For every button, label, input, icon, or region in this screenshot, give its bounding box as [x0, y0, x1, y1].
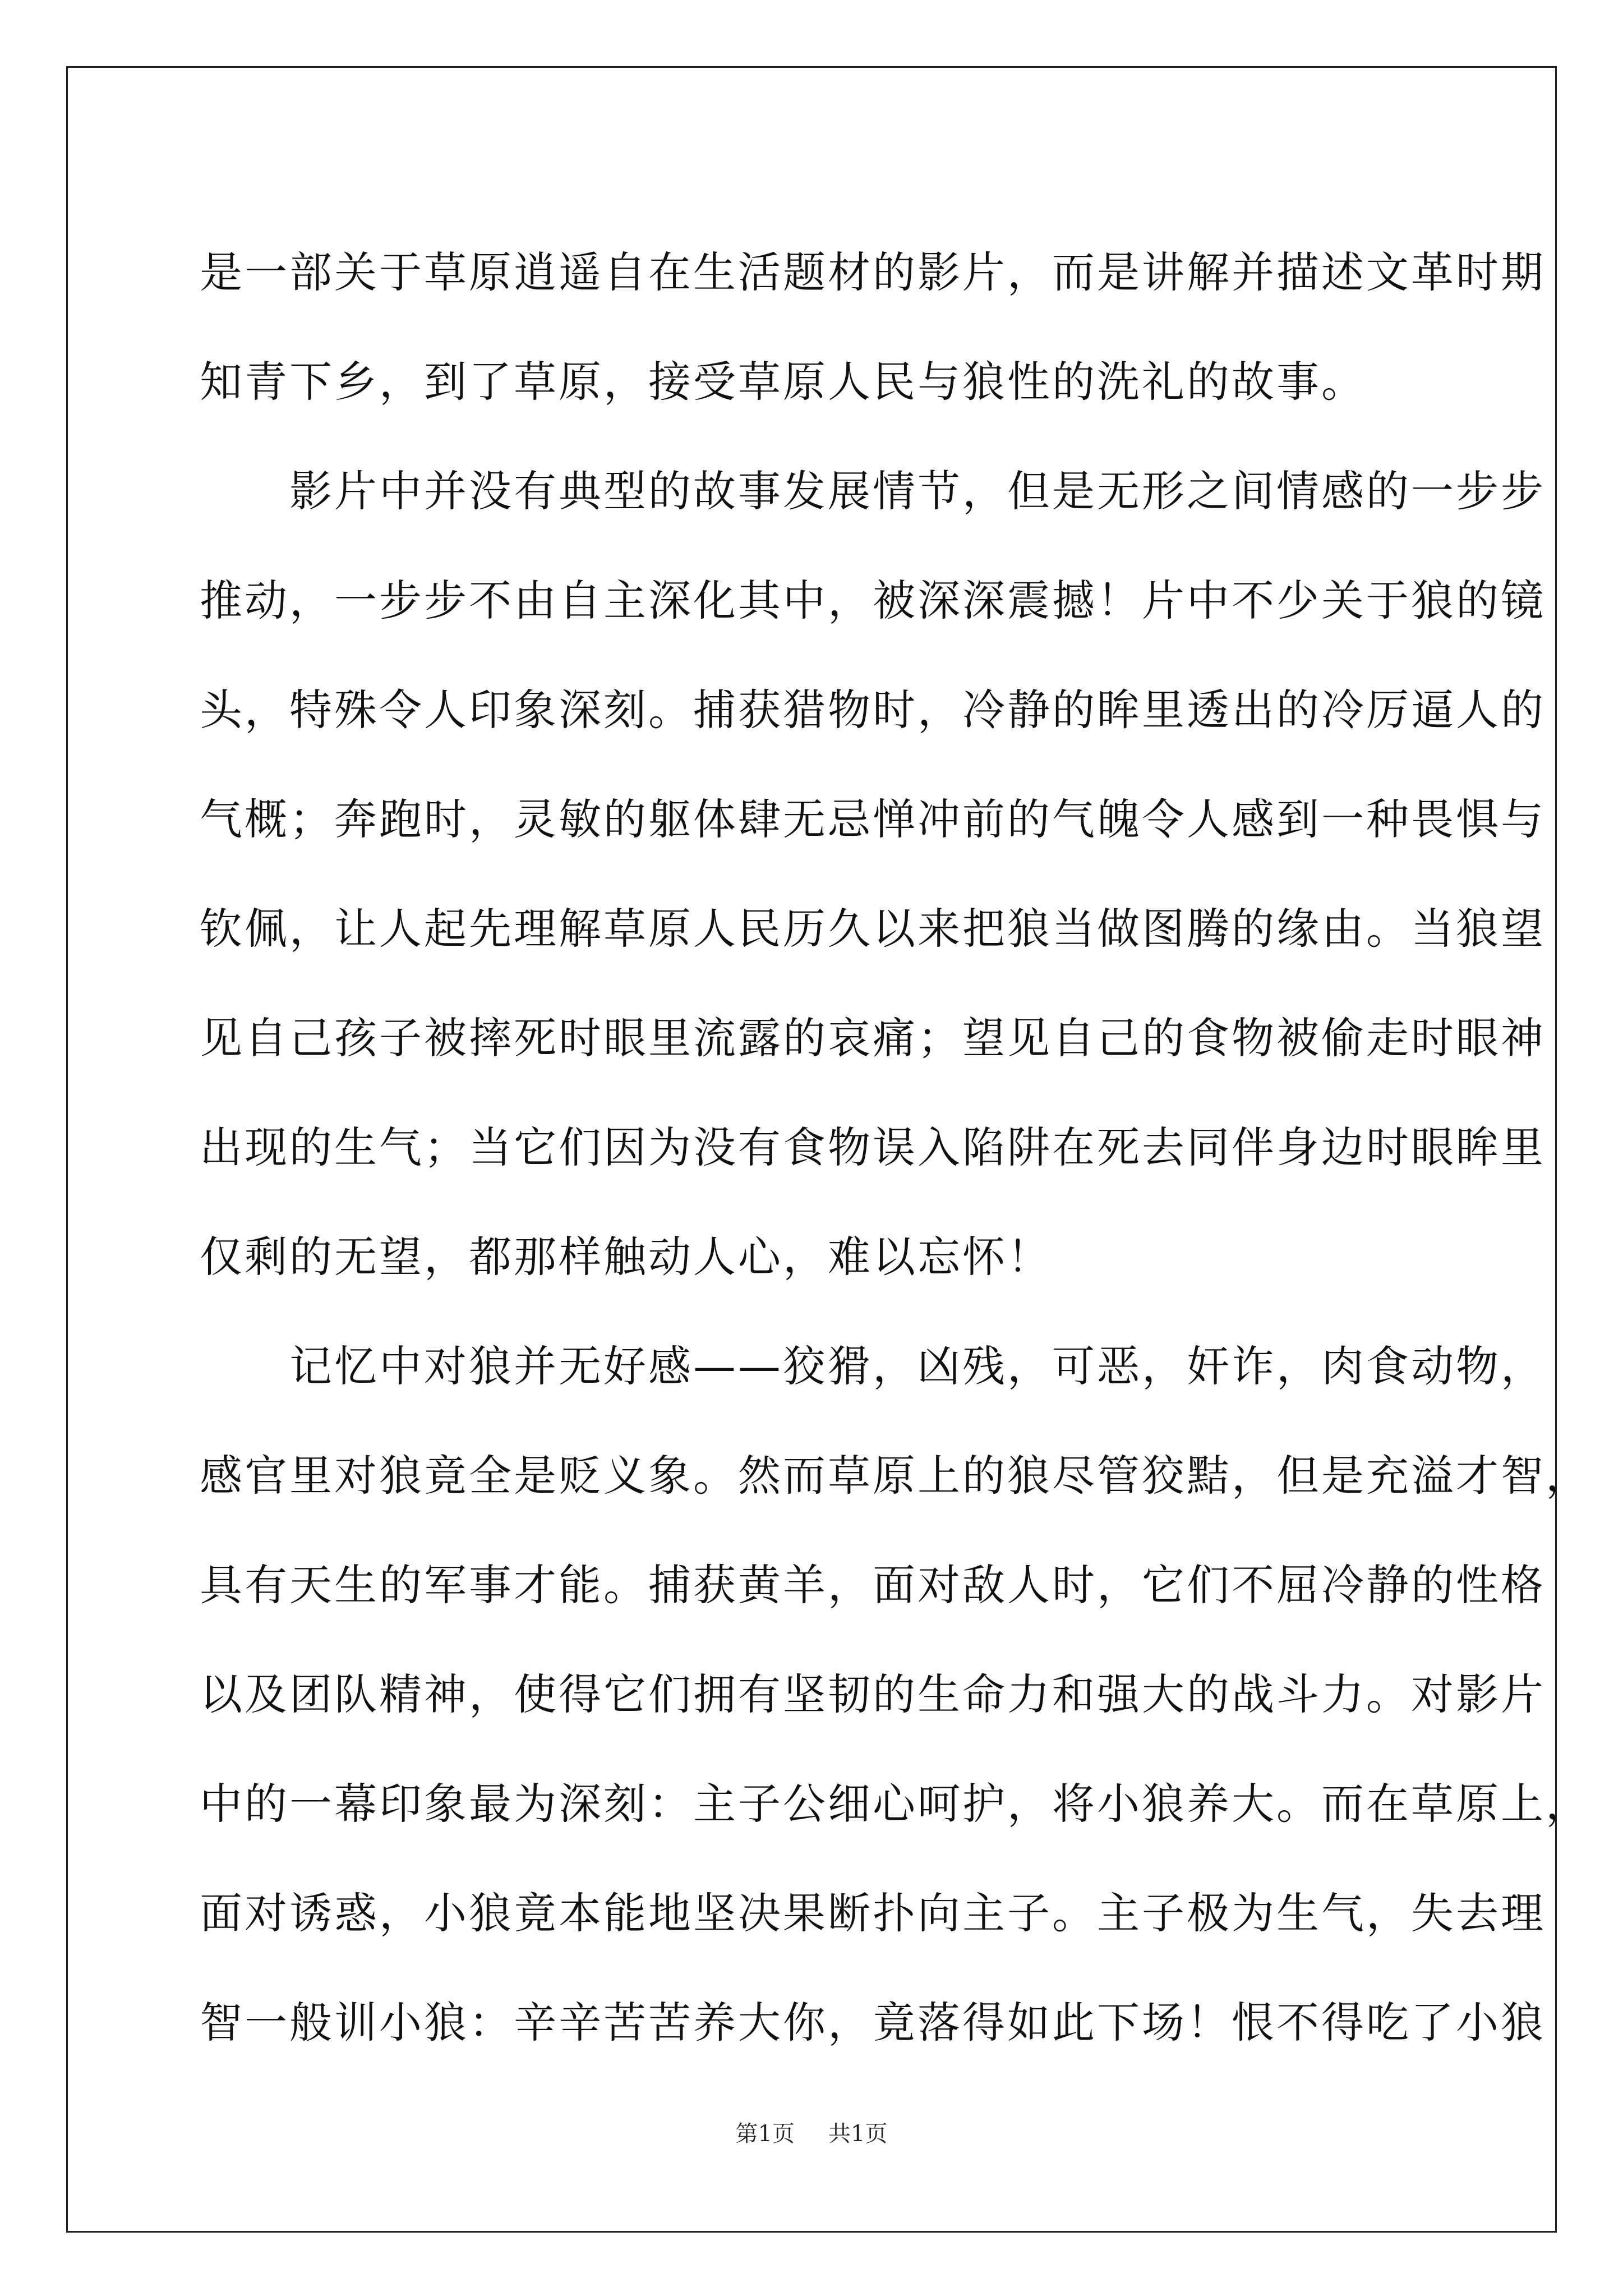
page-total: 共1页: [828, 2121, 888, 2147]
text-line-7: 钦佩，让人起先理解草原人民历久以来把狼当做图腾的缘由。当狼望: [200, 904, 1546, 954]
page-number: 第1页: [735, 2121, 795, 2147]
text-line-15: 中的一幕印象最为深刻：主子公细心呵护，将小狼养大。而在草原上，: [200, 1779, 1590, 1829]
text-line-17: 智一般训小狼：辛辛苦苦养大你，竟落得如此下场！恨不得吃了小狼: [200, 1998, 1546, 2047]
text-line-16: 面对诱惑，小狼竟本能地坚决果断扑向主子。主子极为生气，失去理: [200, 1888, 1546, 1938]
text-line-13: 具有天生的军事才能。捕获黄羊，面对敌人时，它们不屈冷静的性格: [200, 1560, 1546, 1610]
document-body: [200, 218, 1590, 2077]
text-line-3: 影片中并没有典型的故事发展情节，但是无形之间情感的一步步: [200, 466, 1546, 516]
text-line-2: 知青下乡，到了草原，接受草原人民与狼性的洗礼的故事。: [200, 357, 1366, 407]
text-line-14: 以及团队精神，使得它们拥有坚韧的生命力和强大的战斗力。对影片: [200, 1669, 1546, 1719]
text-line-1: 是一部关于草原逍遥自在生活题材的影片，而是讲解并描述文革时期: [200, 247, 1546, 297]
text-line-12: 感官里对狼竟全是贬义象。然而草原上的狼尽管狡黠，但是充溢才智，: [200, 1451, 1590, 1501]
text-line-9: 出现的生气；当它们因为没有食物误入陷阱在死去同伴身边时眼眸里: [200, 1122, 1546, 1172]
text-line-5: 头，特殊令人印象深刻。捕获猎物时，冷静的眸里透出的冷厉逼人的: [200, 685, 1546, 735]
text-line-11: 记忆中对狼并无好感——狡猾，凶残，可恶，奸诈，肉食动物，: [200, 1341, 1546, 1391]
text-line-4: 推动，一步步不由自主深化其中，被深深震撼！片中不少关于狼的镜: [200, 576, 1546, 625]
text-line-10: 仅剩的无望，都那样触动人心，难以忘怀！: [200, 1232, 1052, 1282]
text-line-6: 气概；奔跑时，灵敏的躯体肆无忌惮冲前的气魄令人感到一种畏惧与: [200, 794, 1546, 844]
text-line-8: 见自己孩子被摔死时眼里流露的哀痛；望见自己的食物被偷走时眼神: [200, 1013, 1546, 1063]
page-footer: [0, 2116, 1623, 2148]
